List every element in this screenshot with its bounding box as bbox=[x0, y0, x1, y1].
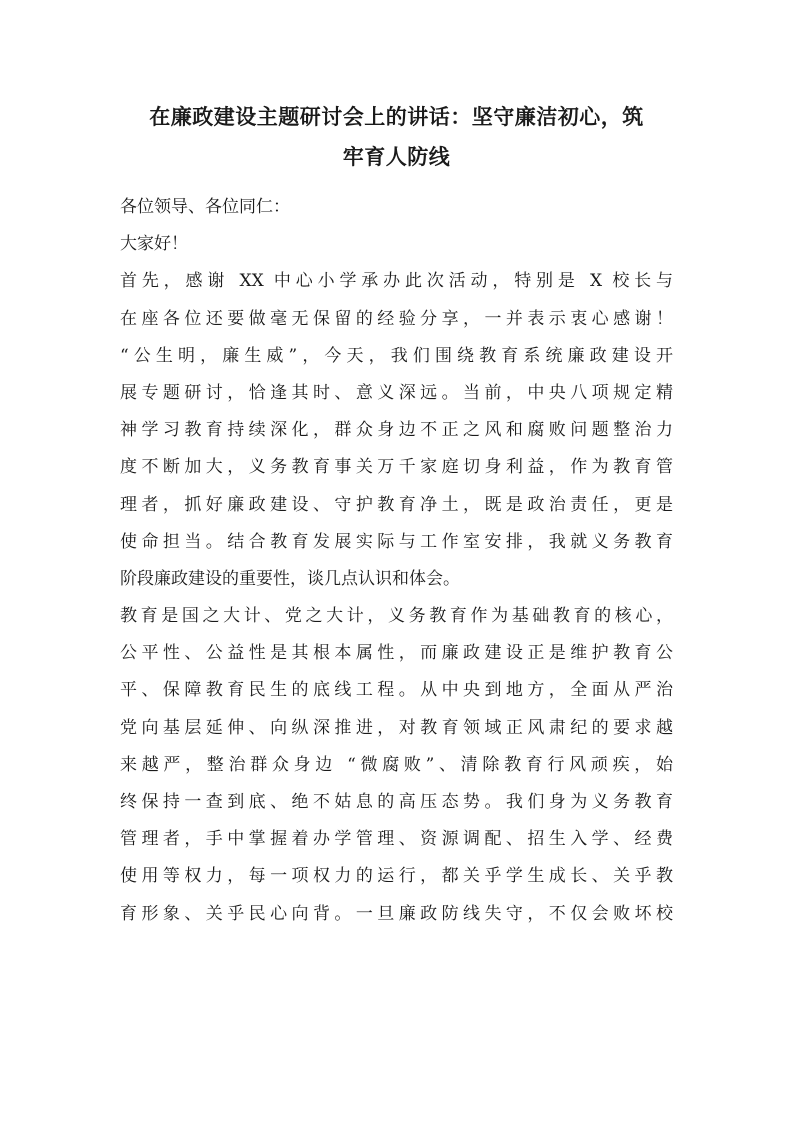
text-line: 使用等权力，每一项权力的运行，都关乎学生成长、关乎教 bbox=[120, 866, 673, 887]
text-line: 首先，感谢 XX 中心小学承办此次活动，特别是 X 校长与 bbox=[120, 271, 673, 292]
text-line: 大家好！ bbox=[120, 234, 188, 255]
text-line: “公生明，廉生威”，今天，我们围绕教育系统廉政建设开 bbox=[120, 345, 673, 366]
text-line: 公平性、公益性是其根本属性，而廉政建设正是维护教育公 bbox=[120, 643, 673, 664]
text-line: 育形象、关乎民心向背。一旦廉政防线失守，不仅会败坏校 bbox=[120, 903, 673, 924]
title-line: 牢育人防线 bbox=[342, 144, 451, 169]
text-line: 各位领导、各位同仁： bbox=[120, 197, 290, 217]
text-line: 神学习教育持续深化，群众身边不正之风和腐败问题整治力 bbox=[120, 420, 673, 441]
text-line: 度不断加大，义务教育事关万千家庭切身利益，作为教育管 bbox=[120, 457, 673, 478]
text-line: 终保持一查到底、绝不姑息的高压态势。我们身为义务教育 bbox=[120, 792, 673, 812]
text-line: 阶段廉政建设的重要性，谈几点认识和体会。 bbox=[120, 568, 460, 589]
text-line: 在座各位还要做毫无保留的经验分享，一并表示衷心感谢！ bbox=[120, 308, 673, 329]
document-title bbox=[120, 97, 673, 177]
title-line: 在廉政建设主题研讨会上的讲话：坚守廉洁初心，筑 bbox=[149, 104, 644, 129]
text-line: 展专题研讨，恰逢其时、意义深远。当前，中央八项规定精 bbox=[120, 382, 673, 403]
text-line: 理者，抓好廉政建设、守护教育净土，既是政治责任，更是 bbox=[120, 494, 673, 515]
text-line: 党向基层延伸、向纵深推进，对教育领域正风肃纪的要求越 bbox=[120, 717, 673, 738]
document-page bbox=[120, 97, 673, 933]
text-line: 教育是国之大计、党之大计，义务教育作为基础教育的核心， bbox=[120, 606, 673, 627]
document-body bbox=[120, 189, 673, 933]
text-line: 来越严，整治群众身边 “微腐败”、清除教育行风顽疾，始 bbox=[120, 754, 673, 775]
text-line: 使命担当。结合教育发展实际与工作室安排，我就义务教育 bbox=[120, 531, 673, 552]
text-line: 管理者，手中掌握着办学管理、资源调配、招生入学、经费 bbox=[120, 829, 673, 850]
text-line: 平、保障教育民生的底线工程。从中央到地方，全面从严治 bbox=[120, 680, 673, 701]
